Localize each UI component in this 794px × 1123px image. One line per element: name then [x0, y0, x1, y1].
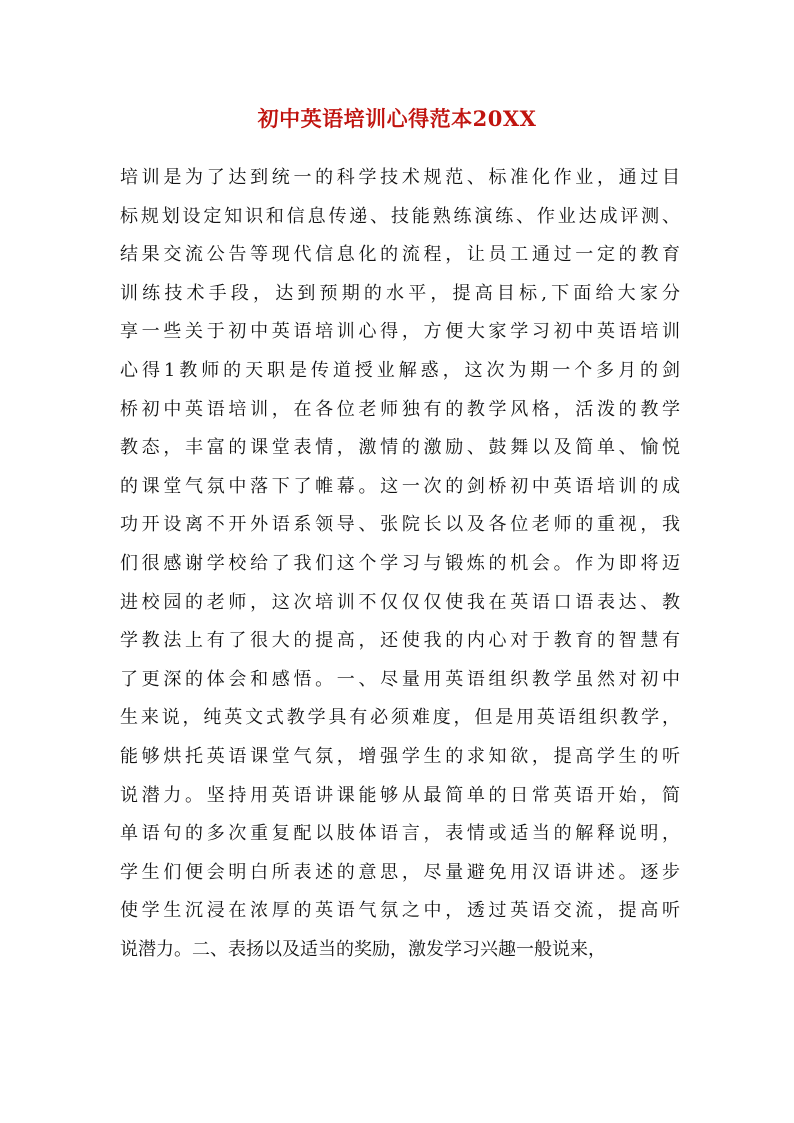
body-line: 教态，丰富的课堂表情，激情的激励、鼓舞以及简单、愉悦 [120, 437, 680, 459]
body-line: 心得1教师的天职是传道授业解惑，这次为期一个多月的剑 [120, 359, 680, 381]
body-line: 学生们便会明白所表述的意思，尽量避免用汉语讲述。逐步 [120, 861, 680, 883]
body-line: 功开设离不开外语系领导、张院长以及各位老师的重视，我 [120, 514, 680, 536]
body-line: 们很感谢学校给了我们这个学习与锻炼的机会。作为即将迈 [120, 552, 680, 574]
body-line: 单语句的多次重复配以肢体语言，表情或适当的解释说明， [120, 823, 680, 845]
body-line: 能够烘托英语课堂气氛，增强学生的求知欲，提高学生的听 [120, 745, 680, 767]
body-line: 享一些关于初中英语培训心得，方便大家学习初中英语培训 [120, 321, 680, 343]
document-title: 初中英语培训心得范本20XX [257, 106, 537, 131]
body-line: 结果交流公告等现代信息化的流程，让员工通过一定的教育 [120, 244, 680, 266]
body-line: 桥初中英语培训，在各位老师独有的教学风格，活泼的教学 [120, 398, 680, 420]
document-body [120, 159, 680, 969]
body-line: 训练技术手段，达到预期的水平，提高目标,下面给大家分 [120, 282, 680, 304]
body-line: 学教法上有了很大的提高，还使我的内心对于教育的智慧有 [120, 630, 680, 652]
body-line: 说潜力。二、表扬以及适当的奖励，激发学习兴趣一般说来， [120, 938, 606, 960]
body-line: 进校园的老师，这次培训不仅仅仅使我在英语口语表达、教 [120, 591, 680, 613]
body-line: 培训是为了达到统一的科学技术规范、标准化作业，通过目 [120, 167, 680, 188]
body-line: 了更深的体会和感悟。一、尽量用英语组织教学虽然对初中 [120, 668, 680, 690]
body-line: 标规划设定知识和信息传递、技能熟练演练、作业达成评测、 [120, 205, 680, 227]
body-line: 使学生沉浸在浓厚的英语气氛之中，透过英语交流，提高听 [120, 900, 680, 922]
body-line: 生来说，纯英文式教学具有必须难度，但是用英语组织教学， [120, 707, 680, 729]
body-line: 说潜力。坚持用英语讲课能够从最简单的日常英语开始，简 [120, 784, 680, 806]
body-line: 的课堂气氛中落下了帷幕。这一次的剑桥初中英语培训的成 [120, 475, 680, 497]
